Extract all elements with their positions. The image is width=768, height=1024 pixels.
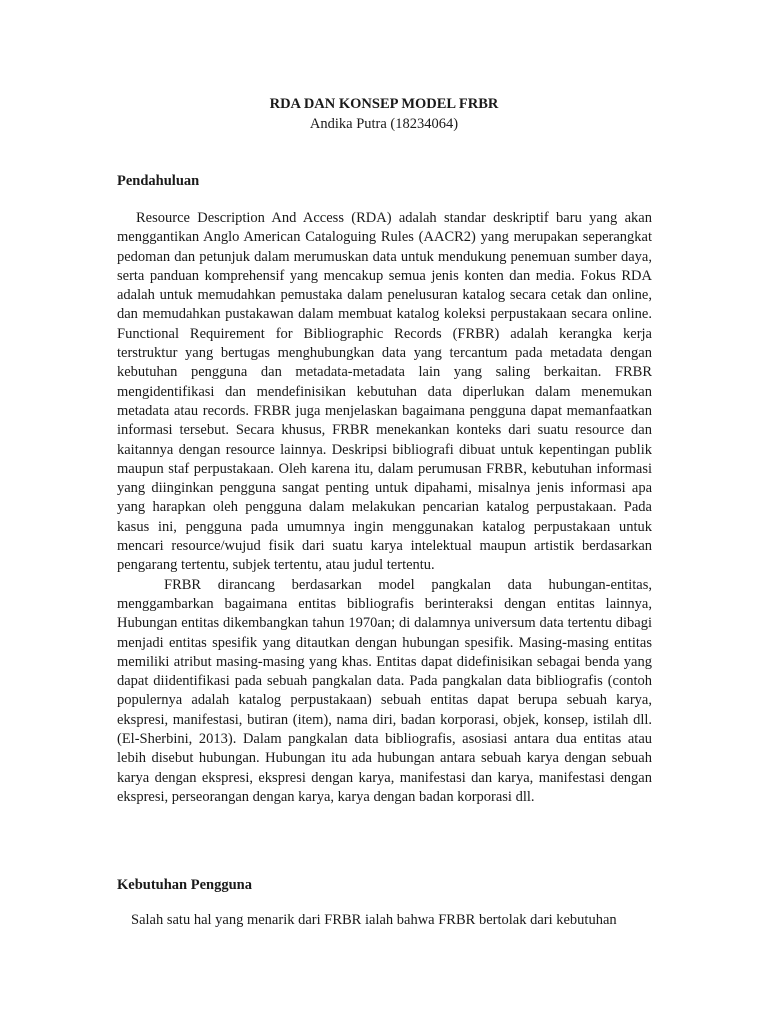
- paragraph-kebutuhan-pengguna-text: Salah satu hal yang menarik dari FRBR ialah bahwa FRBR bertolak dari kebutuhan: [131, 912, 617, 928]
- paragraph-rda-frbr-intro: Resource Description And Access (RDA) adalah standar deskriptif baru yang akan menggantikan Anglo American Cataloguing Rules (AACR2) yang merupakan seperangkat pedoman dan petunjuk dalam merumuskan data untuk mendukung penemuan sumber daya, serta panduan komprehensif yang mencakup semua jenis konten dan media. Fokus RDA adalah untuk memudahkan pemustaka dalam penelusuran katalog secara cetak dan online, dan memudahkan pustakawan dalam membuat katalog koleksi perpustakaan secara online. Functional Requirement for Bibliographic Records (FRBR) adalah kerangka kerja terstruktur yang bertugas menghubungkan data yang tercantum pada metadata dengan kebutuhan pengguna dan metadata-metadata lain yang saling berkaitan. FRBR mengidentifikasi dan mendefinisikan kebutuhan data diperlukan dalam menemukan metadata atau records. FRBR juga menjelaskan bagaimana pengguna dapat memanfaatkan informasi tersebut. Secara khusus, FRBR menekankan konteks dari suatu resource dan kaitannya dengan resource lainnya. Deskripsi bibliografi dibuat untuk kepentingan publik maupun staf perpustakaan. Oleh karena itu, dalam perumusan FRBR, kebutuhan informasi yang diinginkan pengguna sangat penting untuk dipahami, misalnya jenis informasi apa yang harapkan oleh pengguna dalam melakukan pencarian katalog perpustakaan. Pada kasus ini, pengguna pada umumnya ingin menggunakan katalog perpustakaan untuk mencari resource/wujud fisik dari suatu karya intelektual maupun artistik berdasarkan pengarang tertentu, subjek tertentu, atau judul tertentu.: [117, 210, 652, 574]
- section-heading-kebutuhan-pengguna: Kebutuhan Pengguna: [117, 877, 252, 893]
- body-paragraphs: [117, 209, 652, 807]
- paragraph-frbr-entity-model: FRBR dirancang berdasarkan model pangkalan data hubungan-entitas, menggambarkan bagaimana entitas bibliografis berinteraksi dengan entitas lainnya, Hubungan entitas dikembangkan tahun 1970an; di dalamnya universum data tertentu dibagi menjadi entitas spesifik yang ditautkan dengan hubungan spesifik. Masing-masing entitas memiliki atribut masing-masing yang khas. Entitas dapat didefinisikan sebagai benda yang dapat diidentifikasi pada sebuah pangkalan data. Pada pangkalan data bibliografis (contoh populernya adalah katalog perpustakaan) sebuah entitas dapat berupa sebuah karya, ekspresi, manifestasi, butiran (item), nama diri, badan korporasi, objek, konsep, istilah dll. (El-Sherbini, 2013). Dalam pangkalan data bibliografis, asosiasi antara dua entitas atau lebih disebut hubungan. Hubungan itu ada hubungan antara sebuah karya dengan sebuah karya dengan ekspresi, ekspresi dengan karya, manifestasi dan karya, manifestasi dengan ekspresi, perseorangan dengan karya, karya dengan badan korporasi dll.: [117, 576, 652, 805]
- section-heading-pendahuluan: Pendahuluan: [117, 173, 200, 189]
- document-author: Andika Putra (18234064): [309, 116, 459, 132]
- paragraph-kebutuhan-pengguna: [117, 911, 652, 930]
- document-title: RDA DAN KONSEP MODEL FRBR: [269, 96, 499, 112]
